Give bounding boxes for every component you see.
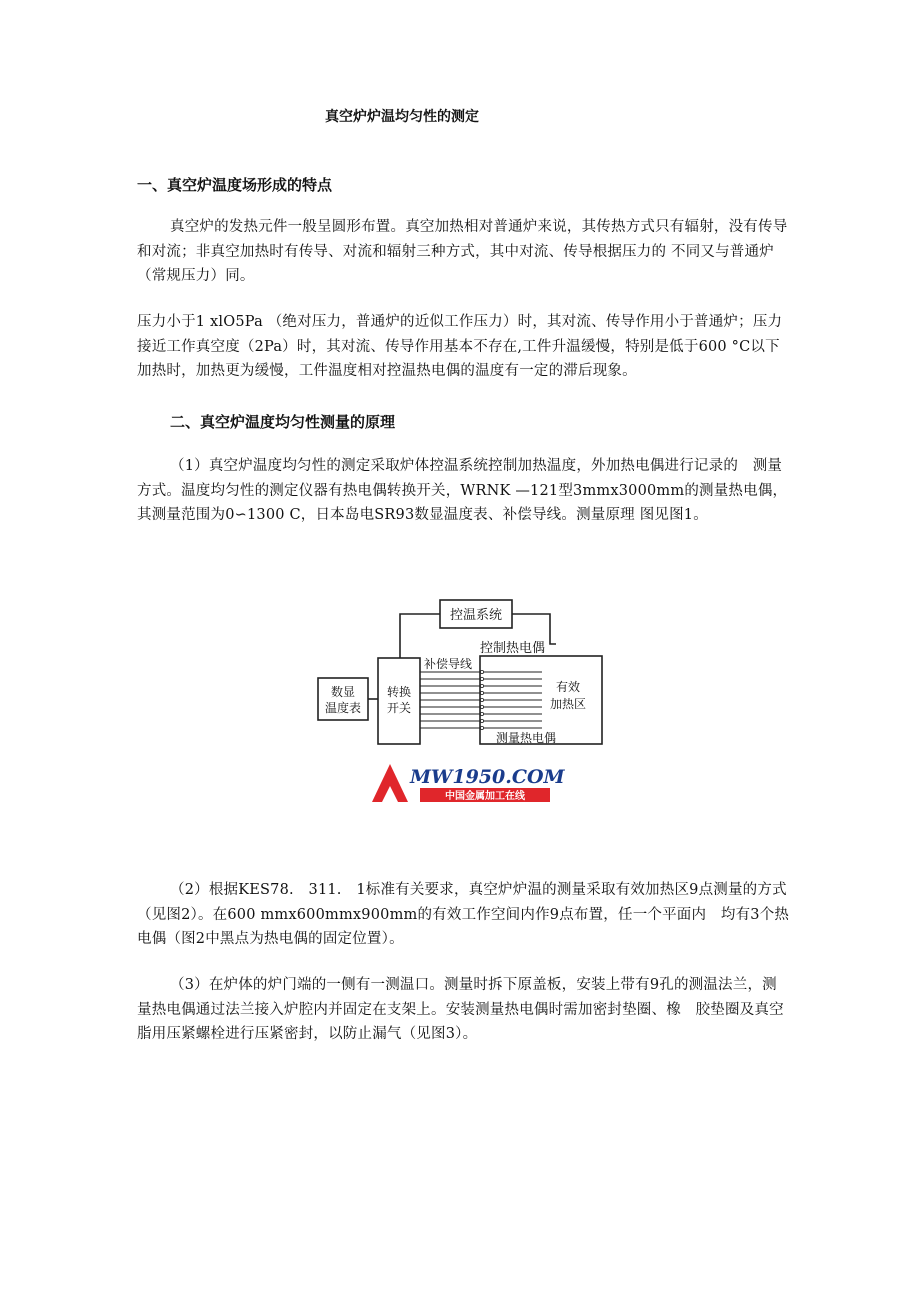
label-switch-2: 开关 xyxy=(386,701,412,715)
label-zone-1: 有效 xyxy=(555,680,581,694)
paragraph-3: （1）真空炉温度均匀性的测定采取炉体控温系统控制加热温度，外加热电偶进行记录的 测量方式。温度均匀性的测定仪器有热电偶转换开关，WRNK —121型3mmx3000mm的测量热电偶，其测量范围为0∽1300 C，日本岛电SR93数显温度表、补偿导线。测量原理 图见图1。 xyxy=(137,458,788,523)
label-measure-thermocouple: 测量热电偶 xyxy=(496,731,557,745)
paragraph-5: （3）在炉体的炉门端的一侧有一测温口。测量时拆下原盖板，安装上带有9孔的测温法兰，测量热电偶通过法兰接入炉腔内并固定在支架上。安装测量热电偶时需加密封垫圈、橡 胶垫圈及真空脂用压紧螺栓进行压紧密封，以防止漏气（见图3）。 xyxy=(137,977,784,1042)
label-display-1: 数显 xyxy=(330,685,356,699)
paragraph-2: 压力小于1 xlO5Pa （绝对压力，普通炉的近似工作压力）时，其对流、传导作用小于普通炉；压力接近工作真空度（2Pa）时，其对流、传导作用基本不存在,工件升温缓慢，特别是低于600 °C以下加热时，加热更为缓慢，工件温度相对控温热电偶的温度有一定的滞后现象。 xyxy=(137,314,783,379)
label-compensation-wire: 补偿导线 xyxy=(424,657,473,671)
watermark-logo xyxy=(372,764,566,802)
paragraph-1: 真空炉的发热元件一般呈圆形布置。真空加热相对普通炉来说，其传热方式只有辐射，没有传导和对流；非真空加热时有传导、对流和辐射三种方式，其中对流、传导根据压力的 不同又与普通炉（常规压力）同。 xyxy=(137,219,788,284)
document-title: 真空炉炉温均匀性的测定 xyxy=(325,109,479,125)
watermark-text: MW1950.COM xyxy=(410,766,565,788)
label-switch-1: 转换 xyxy=(386,685,412,699)
label-display-2: 温度表 xyxy=(324,701,362,715)
watermark-subtext: 中国金属加工在线 xyxy=(445,791,525,802)
section-heading-2: 二、真空炉温度均匀性测量的原理 xyxy=(170,413,396,431)
label-zone-2: 加热区 xyxy=(549,697,587,711)
section-heading-1: 一、真空炉温度场形成的特点 xyxy=(137,176,333,194)
label-control-thermocouple: 控制热电偶 xyxy=(480,641,546,656)
label-control-system: 控温系统 xyxy=(449,608,503,623)
figure-1-diagram xyxy=(310,590,610,820)
paragraph-4: （2）根据KES78. 311. 1标准有关要求，真空炉炉温的测量采取有效加热区9点测量的方式（见图2）。在600 mmx600mmx900mm的有效工作空间内作9点布置，任一个平面内 均有3个热电偶（图2中黑点为热电偶的固定位置）。 xyxy=(137,882,790,947)
